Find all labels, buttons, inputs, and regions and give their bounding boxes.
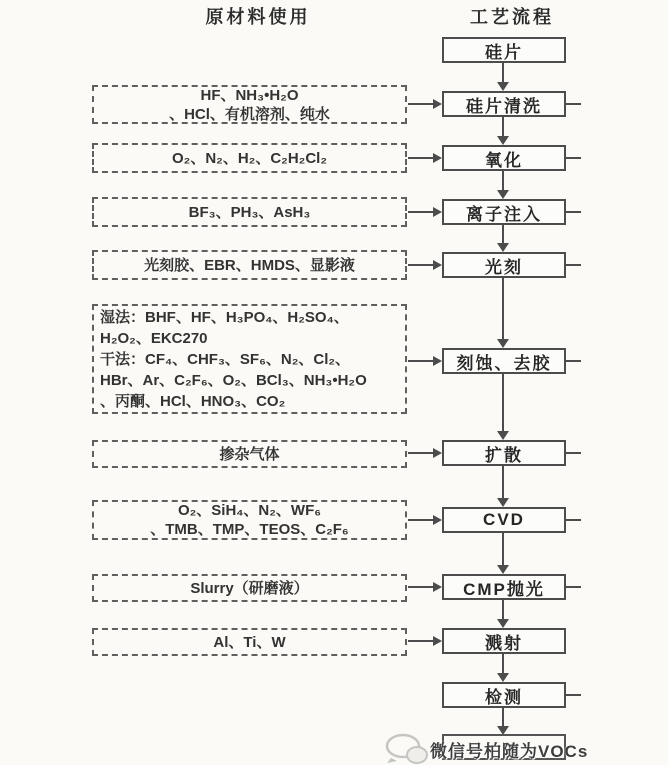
arrow-right-icon [433,153,442,163]
arrow-right-icon [433,582,442,592]
watermark-text: 微信号柏随为VOCs [430,742,589,761]
process-step-label: 检测 [485,687,523,707]
arrow-down-icon [497,82,509,91]
material-feed-line [408,157,433,159]
material-box-cmp [92,574,407,602]
process-step-label: 硅片 [485,42,523,62]
right-stub-line [566,211,581,213]
arrow-down-icon [497,619,509,628]
material-line: O₂、N₂、H₂、C₂H₂Cl₂ [172,149,327,167]
flow-connector [502,278,504,339]
material-line: 掺杂气体 [219,445,280,463]
arrow-down-icon [497,565,509,574]
flow-connector [502,171,504,190]
arrow-right-icon [433,99,442,109]
arrow-right-icon [433,260,442,270]
process-step-label: 扩散 [485,445,523,465]
material-feed-line [408,586,433,588]
process-step-cmp [442,574,566,600]
material-line: 、TMB、TMP、TEOS、C₂F₆ [150,521,349,538]
material-line: 光刻胶、EBR、HMDS、显影液 [144,256,355,274]
process-step-label: 氧化 [485,150,523,170]
flow-connector [502,117,504,136]
material-line: HF、NH₃•H₂O [200,86,299,104]
process-step-litho [442,252,566,278]
wechat-watermark-logo-icon [383,732,433,765]
arrow-right-icon [433,515,442,525]
material-line: HBr、Ar、C₂F₆、O₂、BCl₃、NH₃•H₂O [100,371,367,389]
arrow-down-icon [497,431,509,440]
material-feed-line [408,211,433,213]
material-box-oxidation [92,143,407,173]
arrow-right-icon [433,207,442,217]
process-step-label: 刻蚀、去胶 [456,353,552,373]
material-box-sputter [92,628,407,656]
column-header-process: 工艺流程 [470,7,554,27]
material-feed-line [408,360,433,362]
process-step-label: CVD [483,510,525,529]
material-box-litho [92,250,407,280]
arrow-down-icon [497,339,509,348]
flow-connector [502,374,504,431]
arrow-right-icon [433,448,442,458]
process-step-label: 离子注入 [466,204,542,224]
material-line: O₂、SiH₄、N₂、WF₆ [177,502,322,519]
right-stub-line [566,694,581,696]
material-line: Al、Ti、W [213,633,286,651]
material-line: 、HCl、有机溶剂、纯水 [169,105,330,123]
flow-connector [502,600,504,619]
right-stub-line [566,264,581,266]
arrow-down-icon [497,243,509,252]
process-step-oxidation [442,145,566,171]
material-feed-line [408,640,433,642]
right-stub-line [566,519,581,521]
arrow-down-icon [497,136,509,145]
material-box-ion-implant [92,197,407,227]
material-feed-line [408,264,433,266]
process-step-label: 硅片清洗 [466,96,542,116]
right-stub-line [566,452,581,454]
process-step-etch-strip [442,348,566,374]
flow-connector [502,466,504,498]
material-box-cleaning [92,85,407,124]
process-step-inspection [442,682,566,708]
right-stub-line [566,103,581,105]
column-header-materials: 原材料使用 [205,7,311,27]
arrow-down-icon [497,190,509,199]
process-step-label: 光刻 [485,257,523,277]
material-line: 、丙酮、HCl、HNO₃、CO₂ [100,392,286,410]
material-line: 湿法：BHF、HF、H₃PO₄、H₂SO₄、 [100,308,349,326]
right-stub-line [566,157,581,159]
right-stub-line [566,360,581,362]
process-step-label: CMP抛光 [463,579,545,599]
arrow-down-icon [497,498,509,507]
material-line: BF₃、PH₃、AsH₃ [188,203,311,221]
process-step-sputter [442,628,566,654]
flow-connector [502,708,504,726]
process-step-label: 溅射 [485,633,523,653]
material-box-diffusion [92,440,407,468]
arrow-right-icon [433,356,442,366]
flow-connector [502,63,504,82]
material-feed-line [408,519,433,521]
process-step-diffusion [442,440,566,466]
material-line: H₂O₂、EKC270 [100,329,208,347]
process-step-cleaning [442,91,566,117]
material-box-etch-strip [92,304,407,414]
material-feed-line [408,452,433,454]
arrow-right-icon [433,636,442,646]
arrow-down-icon [497,673,509,682]
right-stub-line [566,586,581,588]
material-feed-line [408,103,433,105]
material-line: Slurry（研磨液） [190,579,309,597]
flow-connector [502,225,504,243]
flow-connector [502,654,504,673]
process-step-ion-implant [442,199,566,225]
material-line: 干法：CF₄、CHF₃、SF₆、N₂、Cl₂、 [100,350,351,368]
material-box-cvd [92,500,407,540]
process-step-cvd [442,507,566,533]
flow-connector [502,533,504,565]
process-step-wafer [442,37,566,63]
